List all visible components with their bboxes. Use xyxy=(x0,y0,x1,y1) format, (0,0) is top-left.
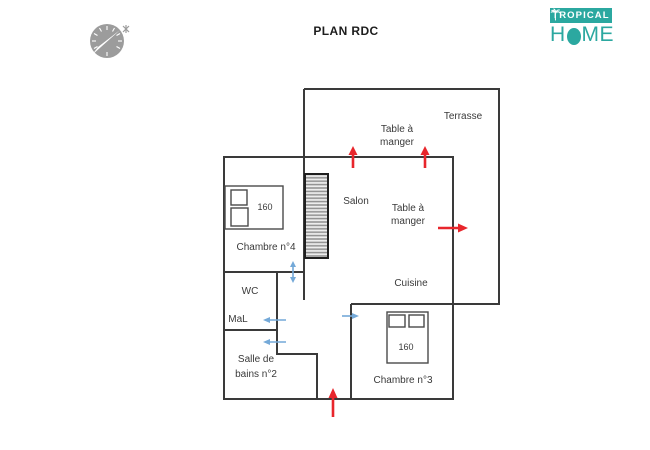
bed-size-chambre4: 160 xyxy=(257,202,273,212)
room-label-salon: Salon xyxy=(343,196,369,207)
brand-badge: TROPICAL xyxy=(550,8,612,23)
room-label-chambre3: Chambre n°3 xyxy=(373,375,433,386)
room-label-chambre4: Chambre n°4 xyxy=(236,242,296,253)
room-label-salle-de-bains: Salle de bains n°2 xyxy=(235,354,277,380)
room-label-terrasse: Terrasse xyxy=(443,111,483,122)
brand-logo xyxy=(550,8,614,47)
brand-home-me: ME xyxy=(581,23,614,46)
compass-star-icon xyxy=(123,25,129,33)
room-label-table-a-manger: Table à manger xyxy=(391,203,425,227)
room-label-table-a-manger-terrasse: Table à manger xyxy=(380,124,414,148)
page-title: PLAN RDC xyxy=(313,24,379,38)
window-arrow-salle-de-bains xyxy=(263,339,286,345)
pillow xyxy=(231,208,248,226)
room-label-mal: MaL xyxy=(228,314,248,325)
palm-tree-icon xyxy=(567,28,581,45)
window-arrow-mal xyxy=(263,317,286,323)
brand-home-wordmark xyxy=(550,23,614,47)
pillow xyxy=(231,190,247,205)
pillow xyxy=(389,315,405,327)
room-label-cuisine: Cuisine xyxy=(394,278,428,289)
bed-chambre3 xyxy=(387,312,428,363)
bed-size-chambre3: 160 xyxy=(398,342,414,352)
brand-home-h: H xyxy=(550,23,566,46)
pillow xyxy=(409,315,424,327)
compass-dial-icon xyxy=(90,24,129,58)
staircase xyxy=(305,174,328,258)
room-label-wc: WC xyxy=(241,286,259,297)
door-arrow-entrance xyxy=(329,388,338,417)
